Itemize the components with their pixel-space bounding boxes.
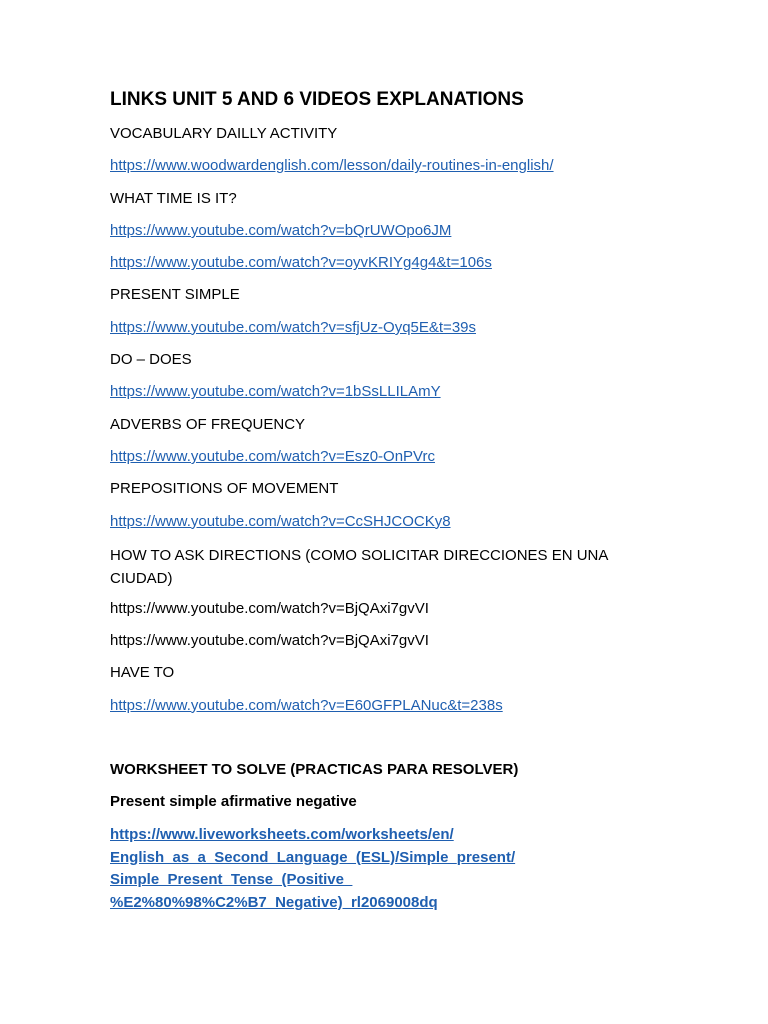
link-woodward-daily-routines[interactable]: https://www.woodwardenglish.com/lesson/daily-routines-in-english/ [110, 157, 554, 175]
link-youtube-do-does[interactable]: https://www.youtube.com/watch?v=1bSsLLILAmY [110, 383, 441, 401]
section-spacer [110, 728, 670, 760]
worksheet-link-line-4[interactable]: %E2%80%98%C2%B7_Negative)_rl2069008dq [110, 893, 438, 911]
link-youtube-prepositions-movement[interactable]: https://www.youtube.com/watch?v=CcSHJCOCKy8 [110, 512, 451, 530]
worksheet-link-line-3[interactable]: Simple_Present_Tense_(Positive_ [110, 871, 353, 889]
heading-vocabulary: VOCABULARY DAILLY ACTIVITY [110, 125, 338, 142]
link-youtube-have-to[interactable]: https://www.youtube.com/watch?v=E60GFPLANuc&t=238s [110, 696, 503, 714]
link-youtube-what-time-1[interactable]: https://www.youtube.com/watch?v=bQrUWOpo6JM [110, 221, 452, 239]
worksheet-link-line-2[interactable]: English_as_a_Second_Language_(ESL)/Simple_present/ [110, 848, 516, 866]
heading-prepositions-movement: PREPOSITIONS OF MOVEMENT [110, 480, 339, 498]
heading-have-to: HAVE TO [110, 664, 175, 682]
worksheet-heading: WORKSHEET TO SOLVE (PRACTICAS PARA RESOLVER) [110, 761, 519, 779]
heading-ask-directions: HOW TO ASK DIRECTIONS (COMO SOLICITAR DIRECCIONES EN UNA CIUDAD) [110, 546, 608, 587]
link-youtube-what-time-2[interactable]: https://www.youtube.com/watch?v=oyvKRIYg4g4&t=106s [110, 254, 492, 272]
plain-url-ask-directions-2: https://www.youtube.com/watch?v=BjQAxi7gvVI [110, 632, 429, 650]
heading-do-does: DO – DOES [110, 351, 192, 369]
plain-url-ask-directions-1: https://www.youtube.com/watch?v=BjQAxi7gvVI [110, 599, 429, 617]
worksheet-link [110, 824, 670, 914]
document-title: LINKS UNIT 5 AND 6 VIDEOS EXPLANATIONS [110, 89, 524, 110]
link-youtube-adverbs-frequency[interactable]: https://www.youtube.com/watch?v=Esz0-OnPVrc [110, 447, 435, 465]
heading-adverbs-frequency: ADVERBS OF FREQUENCY [110, 415, 306, 433]
link-youtube-present-simple[interactable]: https://www.youtube.com/watch?v=sfjUz-Oyq5E&t=39s [110, 318, 476, 336]
worksheet-link-line-1[interactable]: https://www.liveworksheets.com/worksheets/en/ [110, 826, 454, 844]
worksheet-subheading: Present simple afirmative negative [110, 793, 357, 811]
document-page [110, 86, 670, 914]
heading-what-time: WHAT TIME IS IT? [110, 189, 237, 207]
heading-present-simple: PRESENT SIMPLE [110, 286, 240, 304]
